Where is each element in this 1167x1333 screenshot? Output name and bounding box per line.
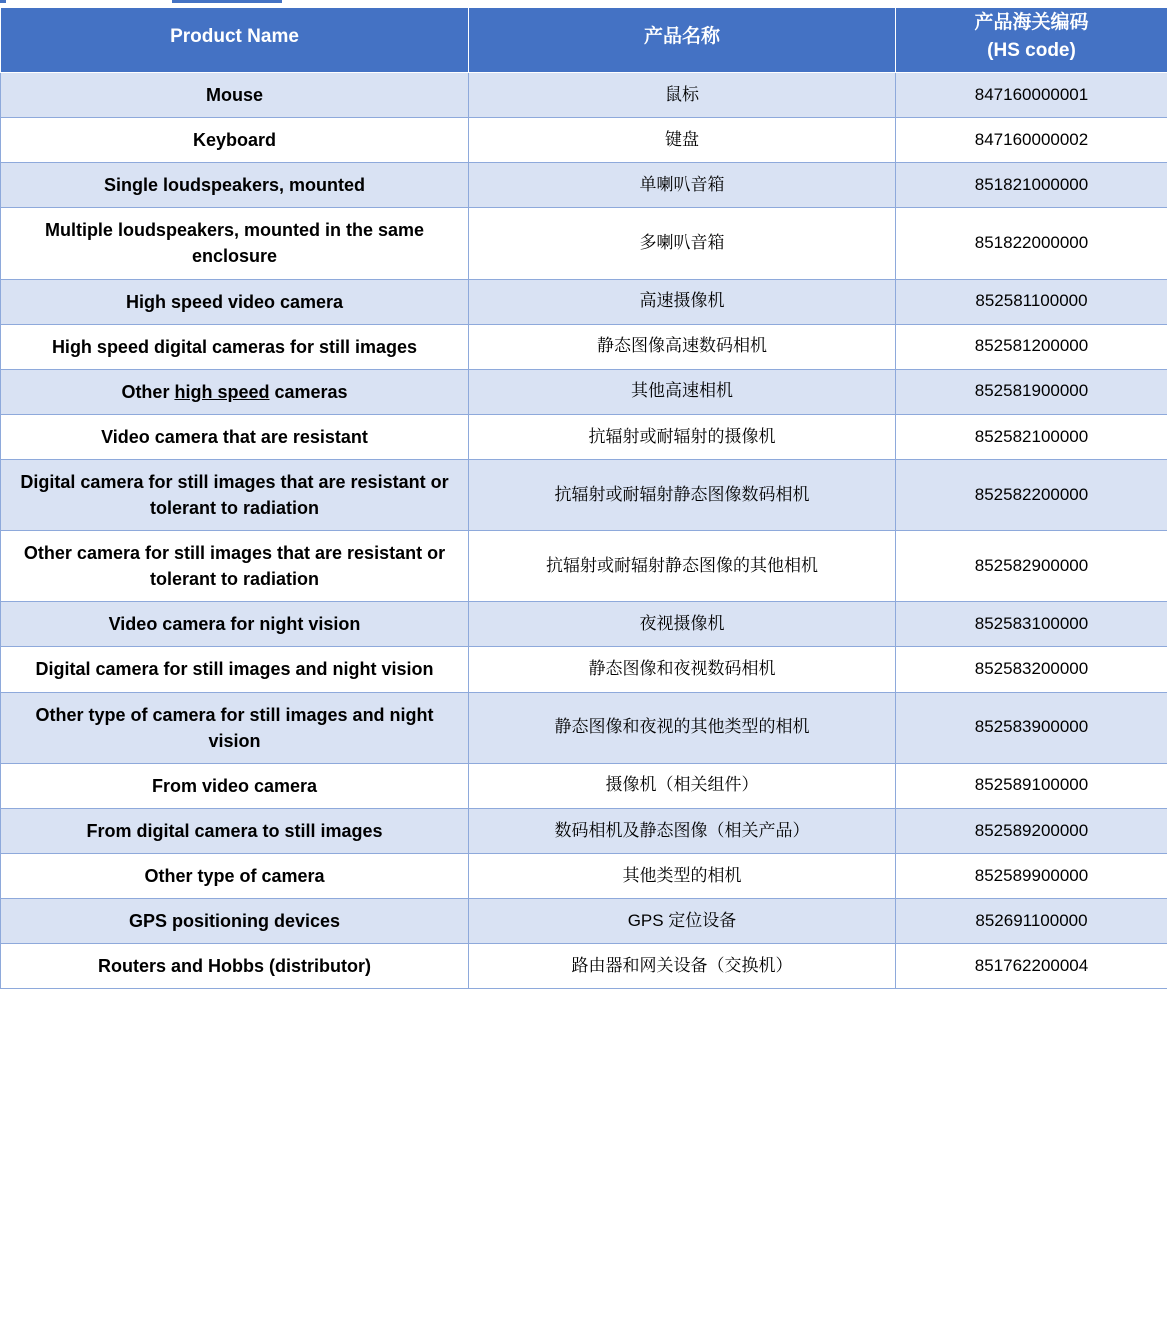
cell-product-name-cn: 静态图像和夜视的其他类型的相机 [469,692,896,763]
cell-product-name: Other type of camera for still images and night vision [1,692,469,763]
cell-product-name-cn: 多喇叭音箱 [469,208,896,279]
cell-product-name: Digital camera for still images that are resistant or tolerant to radiation [1,459,469,530]
cell-product-name-cn: 单喇叭音箱 [469,163,896,208]
cell-hs-code: 852582900000 [896,531,1167,602]
cell-product-name-cn: 抗辐射或耐辐射静态图像数码相机 [469,459,896,530]
column-header-hs-code [896,1,1167,73]
cell-product-name-cn: 静态图像和夜视数码相机 [469,647,896,692]
cell-product-name: Routers and Hobbs (distributor) [1,944,469,989]
cell-hs-code: 852582200000 [896,459,1167,530]
page-top-rule [0,0,1167,8]
column-header-hs-code-line2: (HS code) [987,39,1076,61]
cell-hs-code: 847160000001 [896,73,1167,118]
cell-hs-code: 852581100000 [896,279,1167,324]
cell-product-name: GPS positioning devices [1,898,469,943]
cell-hs-code: 852581900000 [896,369,1167,414]
cell-hs-code: 852589100000 [896,763,1167,808]
underlined-term[interactable]: high speed [174,381,270,402]
cell-hs-code: 851821000000 [896,163,1167,208]
cell-product-name-cn: 路由器和网关设备（交换机） [469,944,896,989]
table-row [1,414,1167,459]
table-row [1,647,1167,692]
cell-product-name: Single loudspeakers, mounted [1,163,469,208]
cell-product-name-cn: 数码相机及静态图像（相关产品） [469,808,896,853]
cell-product-name-cn: 抗辐射或耐辐射静态图像的其他相机 [469,531,896,602]
cell-product-name: Other high speed cameras [1,369,469,414]
table-row [1,369,1167,414]
cell-hs-code: 851762200004 [896,944,1167,989]
cell-product-name-cn: 其他高速相机 [469,369,896,414]
table-row [1,208,1167,279]
column-header-product-name: Product Name [1,1,469,73]
rule-segment-mid [172,0,282,3]
table-row [1,459,1167,530]
cell-product-name-cn: GPS 定位设备 [469,898,896,943]
cell-product-name-cn: 摄像机（相关组件） [469,763,896,808]
table-row [1,602,1167,647]
table-header-row [1,1,1167,73]
cell-product-name: High speed video camera [1,279,469,324]
cell-hs-code: 852583200000 [896,647,1167,692]
table-row [1,898,1167,943]
table-header [1,1,1167,73]
cell-product-name-cn: 其他类型的相机 [469,853,896,898]
cell-hs-code: 851822000000 [896,208,1167,279]
table-row [1,324,1167,369]
cell-product-name: From video camera [1,763,469,808]
cell-hs-code: 852589200000 [896,808,1167,853]
cell-hs-code: 852589900000 [896,853,1167,898]
table-body [1,73,1167,989]
cell-product-name: Other camera for still images that are resistant or tolerant to radiation [1,531,469,602]
table-row [1,853,1167,898]
cell-hs-code: 847160000002 [896,118,1167,163]
table-row [1,73,1167,118]
table-row [1,531,1167,602]
cell-product-name: Video camera for night vision [1,602,469,647]
cell-product-name: Mouse [1,73,469,118]
cell-product-name-cn: 键盘 [469,118,896,163]
table-row [1,163,1167,208]
cell-hs-code: 852582100000 [896,414,1167,459]
table-row [1,279,1167,324]
table-row [1,808,1167,853]
cell-product-name: Digital camera for still images and night vision [1,647,469,692]
column-header-hs-code-line1: 产品海关编码 [974,12,1089,33]
cell-product-name: Video camera that are resistant [1,414,469,459]
cell-product-name: High speed digital cameras for still images [1,324,469,369]
table-row [1,944,1167,989]
table-row [1,763,1167,808]
cell-product-name-cn: 鼠标 [469,73,896,118]
cell-hs-code: 852583900000 [896,692,1167,763]
rule-segment-left [0,0,6,3]
cell-product-name: Other type of camera [1,853,469,898]
cell-product-name-cn: 抗辐射或耐辐射的摄像机 [469,414,896,459]
cell-product-name: Keyboard [1,118,469,163]
table-row [1,118,1167,163]
table-row [1,692,1167,763]
column-header-product-name-cn: 产品名称 [469,1,896,73]
cell-product-name-cn: 夜视摄像机 [469,602,896,647]
cell-hs-code: 852581200000 [896,324,1167,369]
cell-product-name-cn: 高速摄像机 [469,279,896,324]
cell-product-name: Multiple loudspeakers, mounted in the same enclosure [1,208,469,279]
cell-hs-code: 852583100000 [896,602,1167,647]
cell-product-name: From digital camera to still images [1,808,469,853]
cell-hs-code: 852691100000 [896,898,1167,943]
cell-product-name-cn: 静态图像高速数码相机 [469,324,896,369]
